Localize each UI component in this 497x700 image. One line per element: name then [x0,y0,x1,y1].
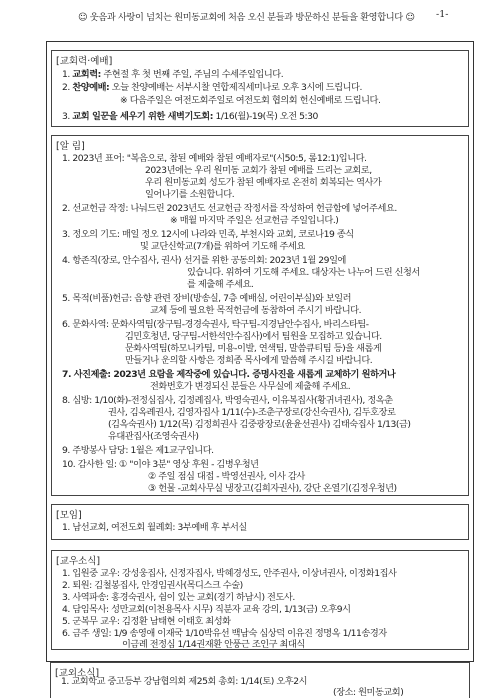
notices-title: [알 림] [56,141,85,152]
worship-title: [교회력·예배] [56,56,113,67]
worship-note: ※ 다음주일은 여전도회주일로 여전도회 협의회 헌신예배로 드립니다. [120,95,381,106]
members-title: [교우소식] [56,556,101,567]
notice-line: 9. 주방봉사 담당: 1월은 제1교구입니다. [62,445,214,456]
notice-line: 있습니다. 위하여 기도해 주세요. 대상자는 나누어 드린 신청서 [187,267,420,278]
notice-line: 2023년에는 우리 원미동 교회가 참된 예배를 드리는 교회로, [145,165,372,176]
notice-line: 전화번호가 변경되신 분들은 사무실에 제출해 주세요. [150,381,351,392]
external-section [50,662,470,698]
greeting-banner: ☺ 웃음과 사랑이 넘치는 원미동교회에 처음 오신 분들과 방문하신 분들을 환영합니다 ☺ [78,12,415,23]
notice-line: 우리 원미동교회 성도가 참된 예배자로 온전히 회복되는 역사가 [145,177,382,188]
bulletin-frame [46,41,474,662]
external-line: 1. 교회학교 중고등부 강남협의회 제25회 총회: 1/14(토) 오후2시 [61,676,308,687]
member-line: 1. 입원중 교우: 강성웅집사, 신정자집사, 박혜경성도, 안주권사, 이상녀권사, 이정화1집사 [62,568,397,579]
meeting-section [51,504,469,540]
worship-item-3: 3. 교회 일꾼을 세우기 위한 새벽기도회: 1/16(월)-19(목) 오전 5:30 [62,111,318,122]
member-line: 2. 퇴원: 김철봉집사, 안경임권사(목디스크 수술) [62,580,243,591]
notice-line: 만들거나 운의할 사항은 정희종 목사에게 말씀해 주시길 바랍니다. [125,355,373,366]
page-number: -1- [436,9,449,20]
notice-line: 10. 감사한 일: ① "이야 3분" 영상 후원 - 김병우청년 [62,459,259,470]
notice-line: ② 주일 점심 대접 - 박영선권사, 이사 감사 [148,471,305,482]
notice-line: 6. 문화사역: 문화사역팀(장구팀-경경숙권사, 탁구팀-지경남안수집사, 바리스타팀- [62,319,369,330]
worship-section [51,50,469,127]
notice-line: 일어나기를 소원합니다. [145,189,235,200]
meeting-line: 1. 남선교회, 여전도회 월례회: 3부예배 후 부서실 [62,522,247,533]
notice-line: 1. 2023년 표어: "복음으로, 참된 예배와 참된 예배자로"(시50:5, 롬12:1)입니다. [62,153,367,164]
notice-line: 유대관집사(조영숙권사) [108,431,199,442]
notice-line: 5. 목적(비품)헌금: 음향 관련 장비(방송실, 7층 예배실, 어린이부실)와 보일러 [62,293,352,304]
notice-line: 7. 사진제출: 2023년 요람을 제작중에 있습니다. 증명사진을 새롭게 교체하기 원하거나 [62,369,396,380]
notice-line: 를 제출해 주세요. [187,279,254,290]
meeting-title: [모임] [56,510,82,521]
notice-line: 8. 심방: 1/10(화)-전정심집사, 김정례집사, 박영숙권사, 이유복집사(황귀녀권사), 정옥춘 [62,395,393,406]
member-line: 4. 담임목사: 성만교회(이천용목사 시무) 직분자 교육 강의, 1/13(금) 오후9시 [62,604,351,615]
notices-section [51,135,469,496]
member-line: 이금례 전정심 1/14권재환 안풍근 조인구 최대식 [122,639,305,650]
external-title: [교외소식] [55,668,100,679]
notice-line: ※ 매월 마지막 주일은 선교헌금 주일입니다.) [170,215,339,226]
member-line: 6. 금주 생일: 1/9 송영애 이재국 1/10박유선 백남숙 심상덕 이유진 정명옥 1/11송경자 [62,628,387,639]
notice-line: ③ 헌물 -교회사무실 냉장고(김희자권사), 강단 온열기(김정우청년) [148,483,397,494]
member-line: 5. 군복무 교우: 김정환 남태현 이태호 최성화 [62,616,231,627]
worship-item-1: 1. 교회력: 주현절 후 첫 번째 주일, 주님의 수세주일입니다. [62,69,284,80]
notice-line: 및 교단신학교(7개)를 위하여 기도해 주세요 [140,241,305,252]
members-section [51,550,469,650]
member-line: 3. 사역파송: 홍경숙권사, 쉼이 있는 교회(경기 하남시) 전도사. [62,592,295,603]
external-line: (장소: 원미동교회) [333,687,404,698]
notice-line: (김옥숙권사) 1/12(목) 김정희권사 김중광장로(윤윤선권사) 김태숙집사 1/13(금) [108,419,411,430]
notice-line: 2. 선교헌금 작정: 나눠드린 2023년도 선교헌금 작정서를 작성하여 헌금함에 넣어주세요. [62,203,397,214]
notice-line: 교체 등에 필요한 목적헌금에 동참하여 주시기 바랍니다. [150,305,362,316]
worship-item-2: 2. 찬양예배: 오늘 찬양예배는 서부시찰 연합제직세미나로 오후 3시에 드립니다. [62,82,362,93]
notice-line: 4. 항존직(장로, 안수집사, 권사) 선거를 위한 공동의회: 2023년 1월 29일에 [62,255,346,266]
notice-line: 문화사역팀(하모니카팀, 미용-이발, 연색팀, 말씀큐티팀 등)을 새롭게 [125,343,382,354]
notice-line: 3. 정오의 기도: 매일 정오 12시에 나라와 민족, 부천시와 교회, 코로나19 종식 [62,229,354,240]
notice-line: 김민호청년, 당구팀-서한석안수집사)에서 팀원을 모집하고 있습니다. [125,331,382,342]
notice-line: 권사, 김옥례권사, 김영자집사 1/11(수)-조춘구장로(강신숙권사), 김두호장로 [108,407,396,418]
page-header [0,0,497,30]
